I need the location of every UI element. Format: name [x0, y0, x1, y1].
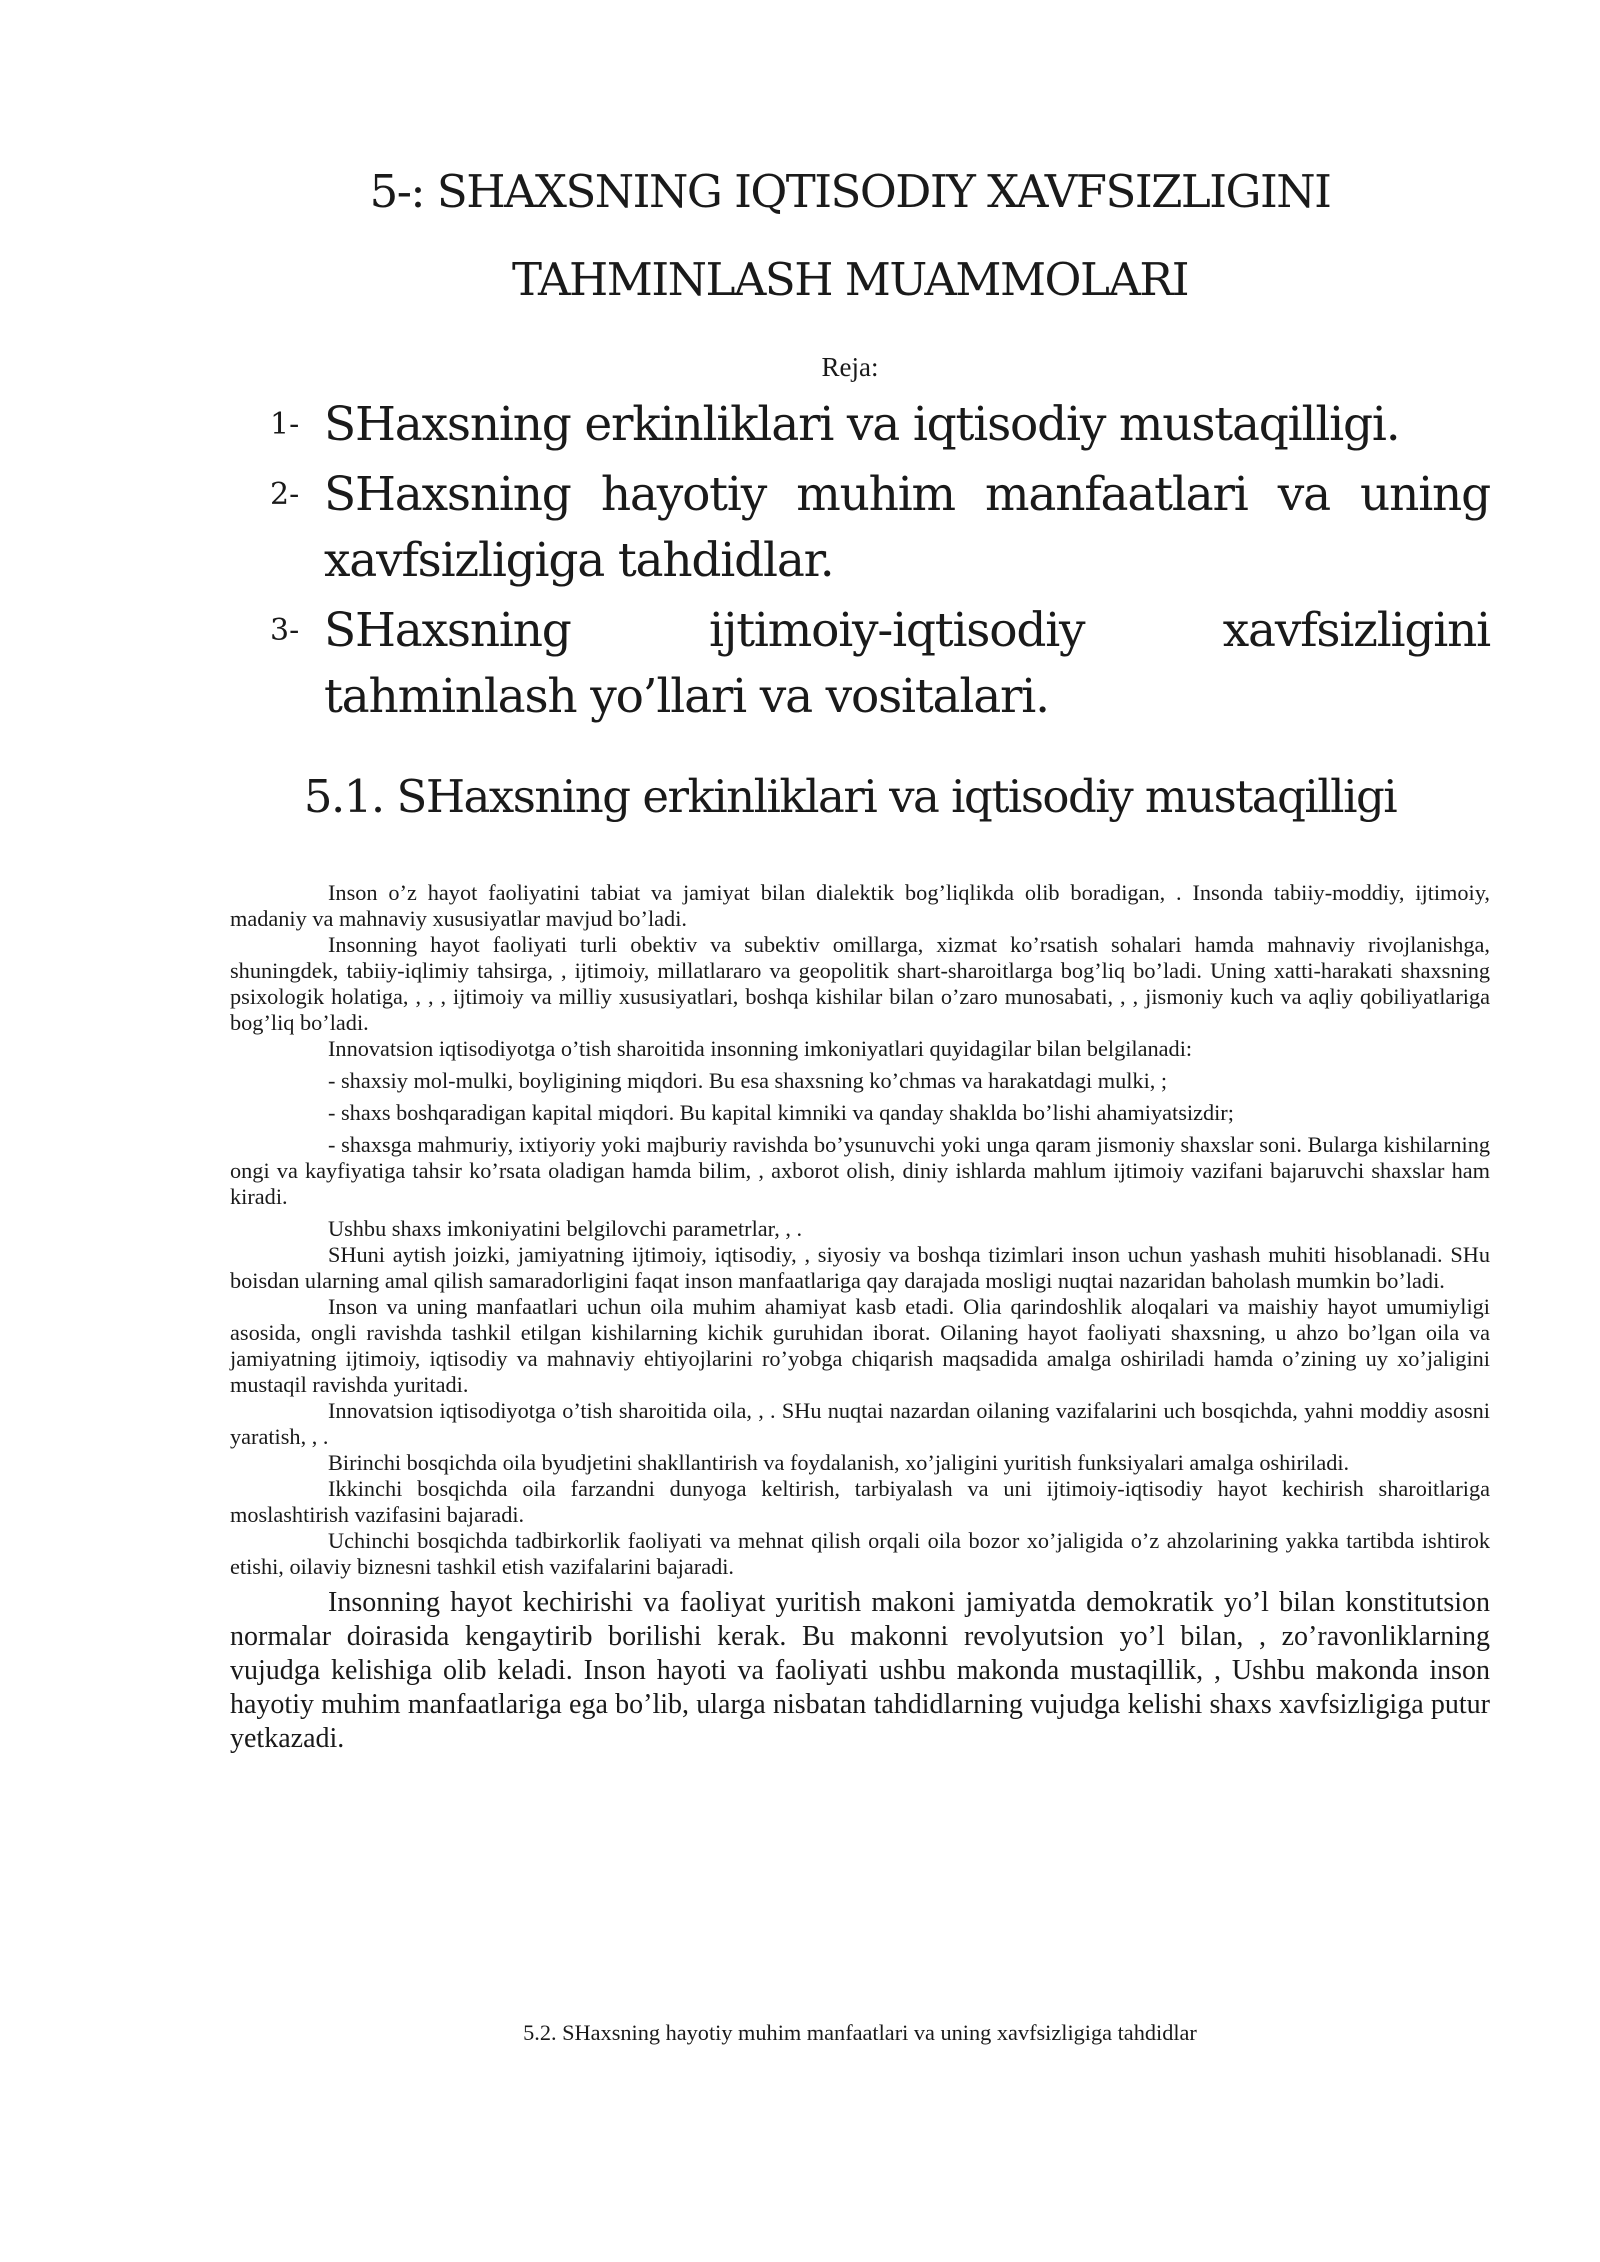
plan-item — [270, 462, 1490, 594]
plan-item-word: SHaxsning — [324, 603, 571, 658]
plan-item-text-rest: tahminlash yo’llari va vositalari. — [324, 669, 1049, 724]
paragraph: Insonning hayot faoliyati turli obektiv va subektiv omillarga, xizmat ko’rsatish sohalari hamda mahnaviy rivojlanishga, shuningdek, tabiiy-iqlimiy tahsirga, , ijtimoiy, millatlararo va geopolitik shart-sharoitlarga bog’liq bo’ladi. Uning xatti-harakati shaxsning psixologik holatiga, , , , ijtimoiy va milliy xususiyatlari, boshqa kishilar bilan o’zaro munosabati, , , jismoniy kuch va aqliy qobiliyatlariga bog’liq bo’ladi. — [230, 932, 1490, 1035]
document-title — [230, 148, 1470, 324]
plan-item — [270, 392, 1490, 458]
plan-item-number: 2- — [270, 477, 300, 512]
paragraph: SHuni aytish joizki, jamiyatning ijtimoiy, iqtisodiy, , siyosiy va boshqa tizimlari inson uchun yashash muhiti hisoblanadi. SHu boisdan ularning amal qilish samaradorligini faqat inson manfaatlariga qay darajada mosligi nuqtai nazaridan baholash mumkin bo’ladi. — [230, 1242, 1490, 1293]
body-text — [230, 880, 1490, 1756]
plan-item — [270, 598, 1490, 730]
paragraph: Innovatsion iqtisodiyotga o’tish sharoitida oila, , . SHu nuqtai nazardan oilaning vazifalarini uch bosqichda, yahni moddiy asosni yaratish, , . — [230, 1398, 1490, 1449]
plan-item-text: SHaxsning erkinliklari va iqtisodiy mustaqilligi. — [324, 397, 1400, 452]
paragraph: Inson o’z hayot faoliyatini tabiat va jamiyat bilan dialektik bog’liqlikda olib boradigan, . Insonda tabiiy-moddiy, ijtimoiy, madaniy va mahnaviy xususiyatlar mavjud bo’ladi. — [230, 880, 1490, 931]
paragraph: Birinchi bosqichda oila byudjetini shakllantirish va foydalanish, xo’jaligini yuritish funksiyalari amalga oshiriladi. — [328, 1450, 1350, 1475]
plan-item-text: SHaxsning hayotiy muhim manfaatlari va uning xavfsizligiga tahdidlar. — [324, 467, 1490, 588]
plan-heading: Reja: — [821, 352, 879, 382]
plan-item-first-line — [324, 598, 1490, 664]
section-heading-5-1: 5.1. SHaxsning erkinliklari va iqtisodiy mustaqilligi — [303, 770, 1397, 823]
paragraph: Innovatsion iqtisodiyotga o’tish sharoitida insonning imkoniyatlari quyidagilar bilan belgilanadi: — [328, 1036, 1193, 1061]
plan-item-word: ijtimoiy-iqtisodiy — [709, 603, 1085, 658]
title-line-1: 5-: SHAXSNING IQTISODIY XAVFSIZLIGINI — [369, 165, 1331, 218]
section-heading-5-2: 5.2. SHaxsning hayotiy muhim manfaatlari va uning xavfsizligiga tahdidlar — [523, 2020, 1197, 2045]
paragraph: Ikkinchi bosqichda oila farzandni dunyoga keltirish, tarbiyalash va uni ijtimoiy-iqtisodiy hayot kechirish sharoitlariga moslashtirish vazifasini bajaradi. — [230, 1476, 1490, 1527]
paragraph: Ushbu shaxs imkoniyatini belgilovchi parametrlar, , . — [328, 1216, 803, 1241]
bullet-item: - shaxs boshqaradigan kapital miqdori. Bu kapital kimniki va qanday shaklda bo’lishi ahamiyatsizdir; — [328, 1100, 1234, 1125]
plan-item-number: 1- — [270, 407, 300, 442]
paragraph: Uchinchi bosqichda tadbirkorlik faoliyati va mehnat qilish orqali oila bozor xo’jaligida o’z ahzolarining yakka tartibda ishtirok etishi, oilaviy biznesni tashkil etish vazifalarini bajaradi. — [230, 1528, 1490, 1579]
bullet-item: - shaxsiy mol-mulki, boyligining miqdori. Bu esa shaxsning ko’chmas va harakatdagi mulki, ; — [328, 1068, 1168, 1093]
paragraph-large: Insonning hayot kechirishi va faoliyat yuritish makoni jamiyatda demokratik yo’l bilan konstitutsion normalar doirasida kengaytirib borilishi kerak. Bu makonni revolyutsion yo’l bilan, , zo’ravonliklarning vujudga kelishiga olib keladi. Inson hayoti va faoliyati ushbu makonda mustaqillik, , Ushbu makonda inson hayotiy muhim manfaatlariga ega bo’lib, ularga nisbatan tahdidlarning vujudga kelishi shaxs xavfsizligiga putur yetkazadi. — [230, 1587, 1490, 1754]
plan-list — [270, 392, 1490, 734]
plan-item-number: 3- — [270, 613, 300, 648]
plan-item-word: xavfsizligini — [1222, 603, 1490, 658]
bullet-item: - shaxsga mahmuriy, ixtiyoriy yoki majburiy ravishda bo’ysunuvchi yoki unga qaram jismoniy shaxslar soni. Bularga kishilarning ongi va kayfiyatiga tahsir ko’rsata oladigan hamda bilim, , axborot olish, diniy ishlarda mahlum ijtimoiy vazifani bajaruvchi shaxslar ham kiradi. — [230, 1132, 1490, 1209]
paragraph: Inson va uning manfaatlari uchun oila muhim ahamiyat kasb etadi. Olia qarindoshlik aloqalari va maishiy hayot umumiyligi asosida, ongli ravishda tashkil etilgan kishilarning kichik guruhidan iborat. Oilaning hayot faoliyati shaxsning, u ahzo bo’lgan oila va jamiyatning ijtimoiy, iqtisodiy va mahnaviy ehtiyojlarini ro’yobga chiqarish maqsadida amalga oshiriladi hamda o’zining uy xo’jaligini mustaqil ravishda yuritadi. — [230, 1294, 1490, 1397]
title-line-2: TAHMINLASH MUAMMOLARI — [512, 253, 1188, 306]
